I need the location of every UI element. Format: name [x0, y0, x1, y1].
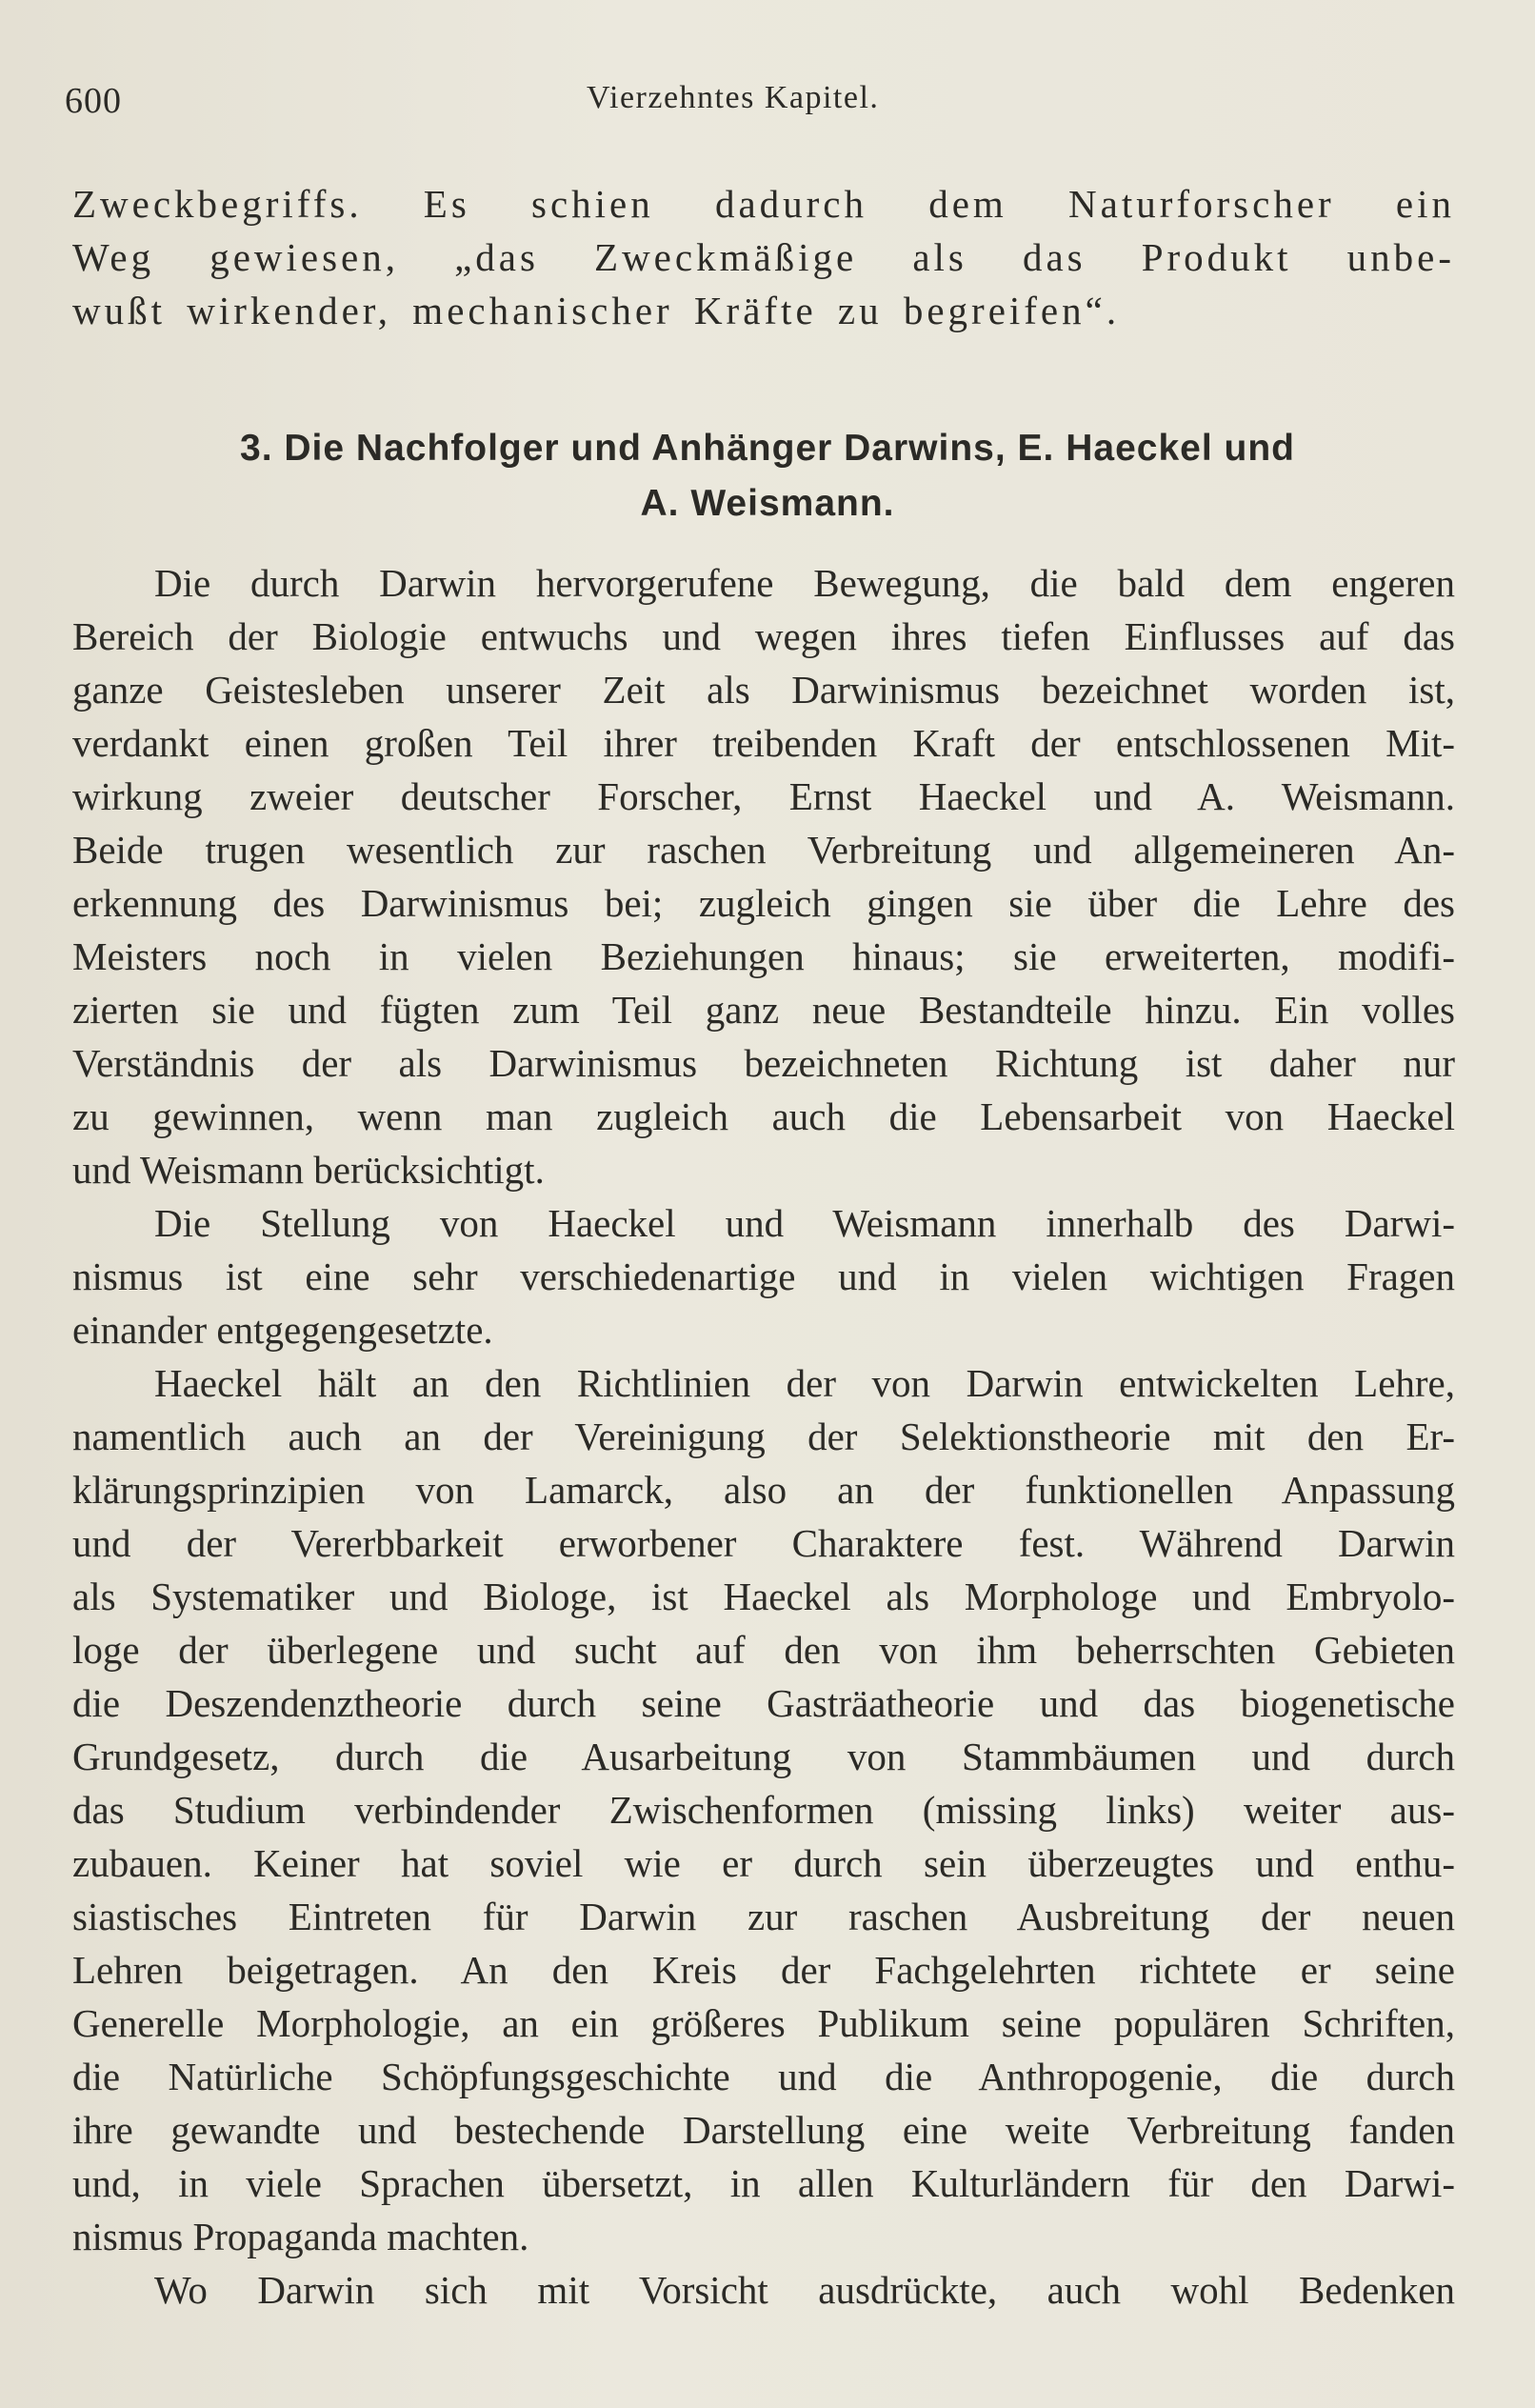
- text-line: zubauen. Keiner hat soviel wie er durch sein überzeugtes und enthu-: [72, 1841, 1455, 1885]
- text-line: die Deszendenztheorie durch seine Gasträatheorie und das biogenetische: [72, 1681, 1455, 1725]
- text-line: Beide trugen wesentlich zur raschen Verbreitung und allgemeineren An-: [72, 828, 1455, 872]
- text-line: klärungsprinzipien von Lamarck, also an der funktionellen Anpassung: [72, 1468, 1455, 1512]
- text-line: als Systematiker und Biologe, ist Haeckel als Morphologe und Embryolo-: [72, 1575, 1455, 1618]
- text-line: das Studium verbindender Zwischenformen (missing links) weiter aus-: [72, 1788, 1455, 1832]
- text-line: wußt wirkender, mechanischer Kräfte zu begreifen“.: [72, 289, 1121, 332]
- text-line: Zweckbegriffs. Es schien dadurch dem Naturforscher ein: [72, 182, 1455, 226]
- text-line: namentlich auch an der Vereinigung der Selektionstheorie mit den Er-: [72, 1415, 1455, 1458]
- text-line: Wo Darwin sich mit Vorsicht ausdrückte, auch wohl Bedenken: [154, 2268, 1455, 2312]
- text-line: Lehren beigetragen. An den Kreis der Fachgelehrten richtete er seine: [72, 1948, 1455, 1992]
- running-head: Vierzehntes Kapitel.: [587, 80, 880, 115]
- text-line: und der Vererbbarkeit erworbener Charaktere fest. Während Darwin: [72, 1521, 1455, 1565]
- text-line: ganze Geistesleben unserer Zeit als Darwinismus bezeichnet worden ist,: [72, 668, 1455, 712]
- text-line: und Weismann berücksichtigt.: [72, 1148, 545, 1192]
- section-heading-line: 3. Die Nachfolger und Anhänger Darwins, E. Haeckel und: [240, 428, 1295, 469]
- text-line: Die Stellung von Haeckel und Weismann innerhalb des Darwi-: [154, 1201, 1455, 1245]
- text-line: und, in viele Sprachen übersetzt, in allen Kulturländern für den Darwi-: [72, 2161, 1455, 2205]
- text-line: Die durch Darwin hervorgerufene Bewegung, die bald dem engeren: [154, 561, 1455, 605]
- text-line: Grundgesetz, durch die Ausarbeitung von Stammbäumen und durch: [72, 1735, 1455, 1778]
- page-number: 600: [65, 81, 122, 121]
- text-line: ihre gewandte und bestechende Darstellung eine weite Verbreitung fanden: [72, 2108, 1455, 2152]
- text-line: verdankt einen großen Teil ihrer treibenden Kraft der entschlossenen Mit-: [72, 721, 1455, 765]
- text-line: Verständnis der als Darwinismus bezeichneten Richtung ist daher nur: [72, 1041, 1455, 1085]
- text-line: die Natürliche Schöpfungsgeschichte und die Anthropogenie, die durch: [72, 2055, 1455, 2098]
- section-heading-line: A. Weismann.: [640, 483, 895, 524]
- paragraph: [72, 556, 1455, 2317]
- text-line: zu gewinnen, wenn man zugleich auch die Lebensarbeit von Haeckel: [72, 1094, 1455, 1138]
- text-line: wirkung zweier deutscher Forscher, Ernst Haeckel und A. Weismann.: [72, 774, 1455, 818]
- section-heading: [114, 421, 1421, 532]
- text-line: erkennung des Darwinismus bei; zugleich gingen sie über die Lehre des: [72, 881, 1455, 925]
- page-header: [65, 80, 922, 128]
- text-line: Weg gewiesen, „das Zweckmäßige als das Produkt unbe-: [72, 235, 1455, 279]
- text-line: einander entgegengesetzte.: [72, 1308, 493, 1352]
- text-line: nismus Propaganda machten.: [72, 2215, 529, 2258]
- text-line: nismus ist eine sehr verschiedenartige und in vielen wichtigen Fragen: [72, 1254, 1455, 1298]
- text-line: Meisters noch in vielen Beziehungen hinaus; sie erweiterten, modifi-: [72, 934, 1455, 978]
- text-line: siastisches Eintreten für Darwin zur raschen Ausbreitung der neuen: [72, 1895, 1455, 1938]
- text-line: zierten sie und fügten zum Teil ganz neue Bestandteile hinzu. Ein volles: [72, 988, 1455, 1032]
- text-line: Generelle Morphologie, an ein größeres Publikum seine populären Schriften,: [72, 2001, 1455, 2045]
- text-line: Haeckel hält an den Richtlinien der von Darwin entwickelten Lehre,: [154, 1361, 1455, 1405]
- text-line: loge der überlegene und sucht auf den von ihm beherrschten Gebieten: [72, 1628, 1455, 1672]
- text-line: Bereich der Biologie entwuchs und wegen ihres tiefen Einflusses auf das: [72, 614, 1455, 658]
- opening-paragraph: [72, 177, 1455, 337]
